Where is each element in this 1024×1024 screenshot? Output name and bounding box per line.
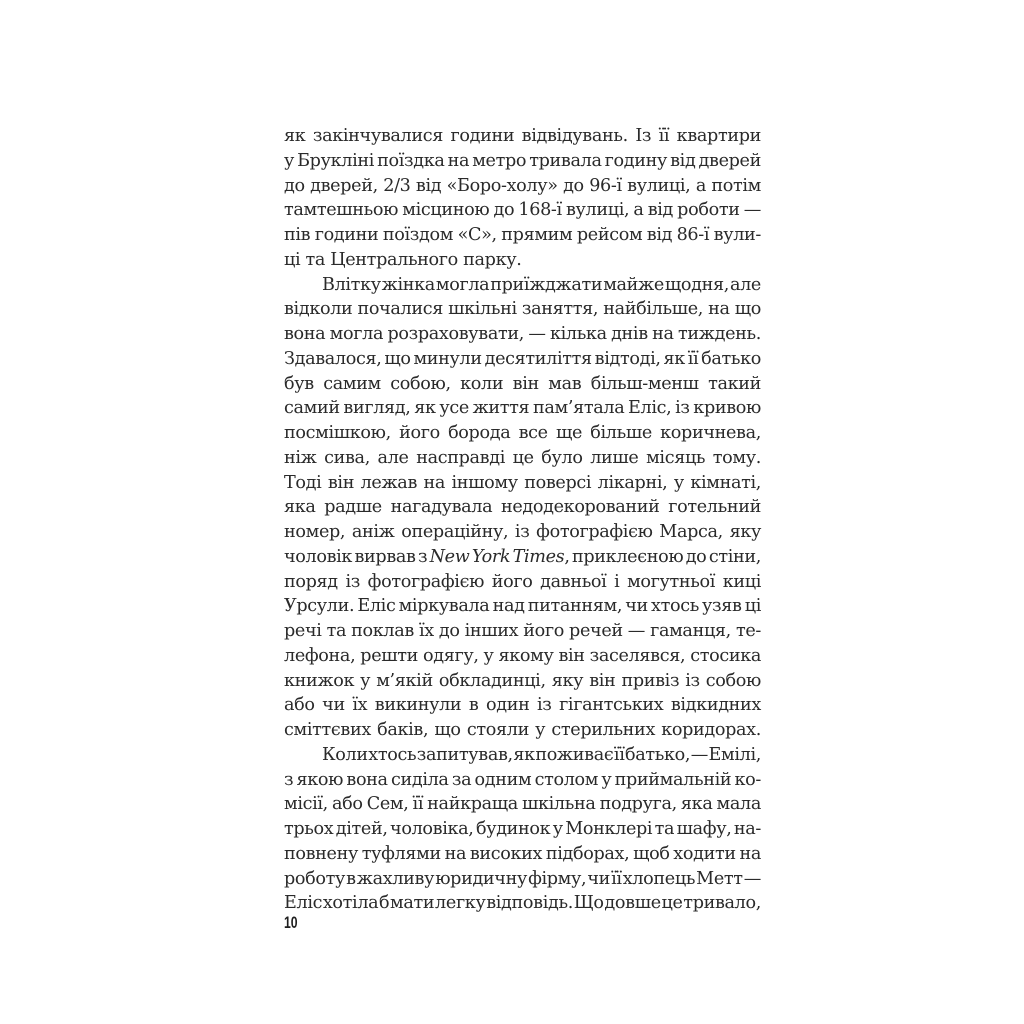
newspaper-title: New York Times [429, 546, 565, 567]
text-line: лефона, решти одягу, у якому він заселявся, стосика [284, 645, 761, 666]
text-line: речі та поклав їх до інших його речей — гаманця, те- [284, 621, 761, 641]
text-line: яка радше нагадувала недодекорований готельний [284, 497, 761, 518]
text-line: посмішкою, його борода все ще більше коричнева, [284, 423, 761, 443]
text-segment: , приклеєною до стіни, [564, 546, 761, 567]
text-line: з якою вона сиділа за одним столом у приймальній ко- [284, 769, 761, 790]
text-line: вона могла розраховувати, — кілька днів на тиждень. [284, 324, 761, 344]
text-line: сміттєвих баків, що стояли у стерильних коридорах. [284, 720, 761, 740]
page-number: 10 [284, 913, 298, 932]
text-line: книжок у м’якій обкладинці, яку він привіз із собою [284, 670, 761, 691]
text-line: Тоді він лежав на іншому поверсі лікарні, у кімнаті, [284, 472, 761, 493]
text-line: Коли хтось запитував, як поживає її батько, — Емілі, [322, 744, 761, 765]
text-line: до дверей, 2/3 від «Боро-холу» до 96-ї вулиці, а потім [284, 175, 761, 196]
text-line: номер, аніж операційну, із фотографією Марса, яку [284, 522, 761, 542]
text-line: відколи почалися шкільні заняття, найбільше, на що [284, 299, 761, 320]
text-line: як закінчувалися години відвідувань. Із її квартири [284, 126, 761, 146]
text-line: у Брукліні поїздка на метро тривала годину від дверей [284, 150, 761, 171]
text-line: тамтешньою місциною до 168-ї вулиці, а від роботи — [284, 200, 761, 221]
text-line: поряд із фотографією його давньої і могутньої киці [284, 571, 761, 592]
text-line: місії, або Сем, її найкраща шкільна подруга, яка мала [284, 794, 761, 815]
paragraph-1 [284, 124, 761, 273]
text-line: роботу в жахливу юридичну фірму, чи її хлопець Метт — [284, 868, 761, 889]
text-line: ці та Центрального парку. [284, 249, 522, 270]
body-text [284, 124, 761, 916]
text-line-with-italic [284, 545, 761, 570]
text-line: повнену туфлями на високих підборах, щоб ходити на [284, 843, 761, 864]
paragraph-3 [284, 743, 761, 916]
text-line: Еліс хотіла б мати легку відповідь. Що довше це тривало, [284, 893, 761, 914]
paragraph-2 [284, 273, 761, 743]
text-line: трьох дітей, чоловіка, будинок у Монклері та шафу, на- [284, 819, 761, 839]
text-line: або чи їх викинули в один із гігантських відкидних [284, 695, 761, 716]
text-line: ніж сива, але насправді це було лише місяць тому. [284, 447, 761, 468]
text-line: самий вигляд, як усе життя пам’ятала Еліс, із кривою [284, 398, 761, 419]
text-line: Влітку жінка могла приїжджати майже щодня, але [322, 274, 761, 295]
text-line: Здавалося, що минули десятиліття відтоді, як її батько [284, 348, 761, 369]
text-line: був самим собою, коли він мав більш-менш такий [284, 373, 761, 394]
text-line: пів години поїздом «С», прямим рейсом від 86-ї вули- [284, 225, 761, 245]
text-line: Урсули. Еліс міркувала над питанням, чи хтось узяв ці [284, 596, 761, 617]
text-segment: чоловік вирвав з [284, 546, 430, 567]
